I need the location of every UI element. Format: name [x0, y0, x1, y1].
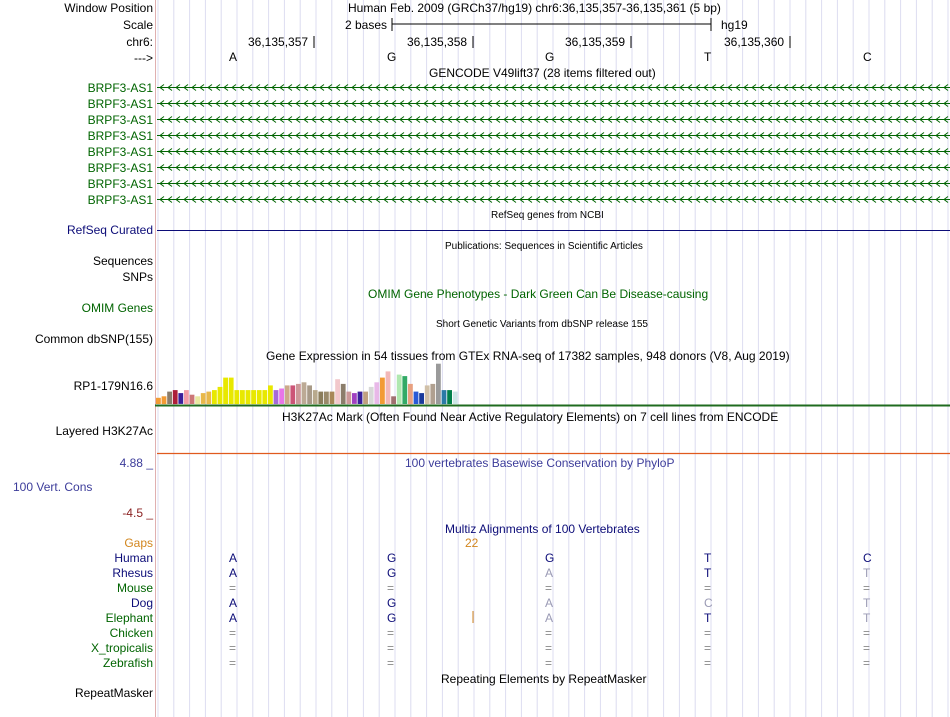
cons-min-label: -4.5 _	[122, 506, 153, 520]
alignment-base: G	[387, 566, 397, 580]
gencode-transcript	[157, 85, 950, 91]
alignment-base: =	[704, 581, 712, 595]
gtex-tissue-bar	[425, 385, 430, 404]
alignment-base: =	[863, 581, 871, 595]
gtex-tissue-bar	[246, 390, 251, 404]
gaps-label: Gaps	[124, 536, 153, 550]
repeat-title[interactable]: Repeating Elements by RepeatMasker	[441, 672, 647, 686]
gtex-tissue-bar	[156, 398, 161, 404]
alignment-base: =	[229, 641, 237, 655]
gtex-tissue-bar	[386, 371, 391, 404]
gencode-transcript	[157, 181, 950, 187]
cons-max-label: 4.88 _	[119, 456, 153, 470]
gencode-item-label[interactable]: BRPF3-AS1	[87, 177, 153, 191]
alignment-base: =	[545, 626, 553, 640]
species-label[interactable]: X_tropicalis	[90, 641, 153, 655]
omim-label[interactable]: OMIM Genes	[81, 301, 153, 315]
alignment-base: T	[863, 566, 871, 580]
strand-label: --->	[134, 51, 153, 65]
omim-title[interactable]: OMIM Gene Phenotypes - Dark Green Can Be Disease-causing	[368, 287, 709, 301]
alignment-base: A	[229, 566, 238, 580]
species-label[interactable]: Elephant	[105, 611, 153, 625]
gtex-tissue-bar	[447, 390, 452, 404]
position-tick-label: 36,135,360	[724, 35, 785, 49]
cons-label[interactable]: 100 Vert. Cons	[13, 480, 93, 494]
gtex-tissue-bar	[324, 392, 329, 404]
sequences-label[interactable]: Sequences	[92, 254, 153, 268]
window-position-value: Human Feb. 2009 (GRCh37/hg19) chr6:36,135,357-36,135,361 (5 bp)	[348, 1, 721, 15]
gtex-tissue-bar	[262, 390, 267, 404]
gtex-tissue-bar	[374, 382, 379, 404]
gtex-tissue-bar	[190, 395, 195, 404]
alignment-base: =	[545, 641, 553, 655]
gencode-item-label[interactable]: BRPF3-AS1	[87, 129, 153, 143]
alignment-base: =	[704, 626, 712, 640]
gencode-item-label[interactable]: BRPF3-AS1	[87, 161, 153, 175]
gtex-tissue-bar	[274, 390, 279, 404]
gtex-tissue-bar	[229, 378, 234, 404]
chrom-label: chr6:	[126, 35, 153, 49]
gtex-tissue-bar	[251, 390, 256, 404]
gtex-tissue-bar	[430, 384, 435, 404]
alignment-base: =	[545, 581, 553, 595]
h3k27ac-label[interactable]: Layered H3K27Ac	[55, 424, 153, 438]
gtex-tissue-bar	[302, 382, 307, 404]
gtex-tissue-bar	[184, 390, 189, 404]
gtex-tissue-bar	[201, 393, 206, 404]
alignment-base: =	[387, 656, 395, 670]
gtex-tissue-bar	[206, 392, 211, 404]
gtex-tissue-bar	[178, 393, 183, 404]
alignment-base: C	[863, 551, 872, 565]
gtex-tissue-bar	[414, 392, 419, 404]
gtex-tissue-bar	[358, 392, 363, 404]
gtex-tissue-bar	[268, 385, 273, 404]
gtex-tissue-bar	[442, 390, 447, 404]
gtex-tissue-bar	[341, 384, 346, 404]
species-label[interactable]: Zebrafish	[102, 656, 153, 670]
gencode-transcript	[157, 133, 950, 139]
gencode-item-label[interactable]: BRPF3-AS1	[87, 145, 153, 159]
gaps-value: 22	[465, 536, 479, 550]
reference-base: G	[545, 50, 555, 64]
alignment-base: G	[387, 611, 397, 625]
alignment-base: G	[545, 551, 555, 565]
gtex-tissue-bar	[257, 390, 262, 404]
refseq-title[interactable]: RefSeq genes from NCBI	[491, 210, 604, 221]
alignment-base: =	[387, 626, 395, 640]
gencode-transcript	[157, 101, 950, 107]
gtex-tissue-bar	[335, 379, 340, 404]
gtex-tissue-bar	[285, 385, 290, 404]
alignment-base: =	[387, 641, 395, 655]
alignment-base: T	[863, 596, 871, 610]
gtex-tissue-bar	[218, 387, 223, 404]
alignment-base: =	[387, 581, 395, 595]
alignment-base: =	[863, 641, 871, 655]
alignment-base: =	[863, 656, 871, 670]
window-position-label: Window Position	[64, 1, 153, 15]
position-tick-label: 36,135,358	[407, 35, 468, 49]
alignment-base: A	[229, 551, 238, 565]
gtex-tissue-bar	[167, 392, 172, 404]
gencode-item-label[interactable]: BRPF3-AS1	[87, 97, 153, 111]
alignment-base: =	[704, 641, 712, 655]
alignment-base: T	[704, 551, 712, 565]
gtex-label[interactable]: RP1-179N16.6	[73, 379, 153, 393]
publications-title[interactable]: Publications: Sequences in Scientific Articles	[445, 241, 643, 252]
repeatmasker-label[interactable]: RepeatMasker	[74, 686, 153, 700]
gtex-tissue-bar	[313, 390, 318, 404]
alignment-base: T	[704, 611, 712, 625]
gencode-transcript	[157, 165, 950, 171]
gtex-tissue-bar	[436, 364, 441, 404]
gtex-tissue-bar	[363, 392, 368, 404]
alignment-base: G	[387, 551, 397, 565]
gtex-tissue-bar	[346, 392, 351, 404]
dbsnp-label[interactable]: Common dbSNP(155)	[34, 332, 153, 346]
alignment-base: G	[387, 596, 397, 610]
alignment-base: =	[229, 626, 237, 640]
gtex-tissue-bar	[234, 390, 239, 404]
dbsnp-title[interactable]: Short Genetic Variants from dbSNP release 155	[436, 319, 648, 330]
alignment-base: A	[545, 566, 554, 580]
gtex-tissue-bar	[223, 378, 228, 404]
alignment-base: T	[863, 611, 871, 625]
gtex-tissue-bar	[408, 384, 413, 404]
scale-label: Scale	[122, 18, 153, 32]
gtex-tissue-bar	[195, 396, 200, 404]
refseq-label[interactable]: RefSeq Curated	[66, 223, 153, 237]
species-label[interactable]: Mouse	[116, 581, 153, 595]
position-tick-label: 36,135,359	[565, 35, 626, 49]
reference-base: T	[704, 50, 712, 64]
h3k27ac-title[interactable]: H3K27Ac Mark (Often Found Near Active Regulatory Elements) on 7 cell lines from ENCODE	[282, 410, 779, 424]
gencode-item-label[interactable]: BRPF3-AS1	[87, 81, 153, 95]
alignment-base: =	[229, 656, 237, 670]
gtex-tissue-bar	[240, 390, 245, 404]
gtex-tissue-bar	[212, 390, 217, 404]
gtex-tissue-bar	[290, 385, 295, 404]
gtex-tissue-bar	[318, 392, 323, 404]
species-label[interactable]: Chicken	[109, 626, 153, 640]
gtex-tissue-bar	[296, 384, 301, 404]
gtex-tissue-bar	[330, 392, 335, 404]
alignment-base: A	[545, 596, 554, 610]
gtex-tissue-bar	[162, 396, 167, 404]
gencode-title[interactable]: GENCODE V49lift37 (28 items filtered out)	[429, 66, 656, 80]
gtex-tissue-bar	[402, 376, 407, 404]
gencode-transcript	[157, 197, 950, 203]
gtex-tissue-bar	[307, 385, 312, 404]
reference-base: C	[863, 50, 872, 64]
scale-assembly: hg19	[721, 18, 748, 32]
alignment-base: =	[229, 581, 237, 595]
species-label[interactable]: Dog	[130, 596, 153, 610]
multiz-title[interactable]: Multiz Alignments of 100 Vertebrates	[445, 522, 640, 536]
snps-label[interactable]: SNPs	[122, 270, 153, 284]
gtex-tissue-bar	[352, 393, 357, 404]
gtex-tissue-bar	[380, 378, 385, 404]
gtex-tissue-bar	[419, 393, 424, 404]
gencode-item-label[interactable]: BRPF3-AS1	[87, 193, 153, 207]
alignment-base: A	[229, 596, 238, 610]
gtex-tissue-bar	[397, 375, 402, 404]
gtex-tissue-bar	[279, 389, 284, 405]
gtex-tissue-bar	[369, 387, 374, 404]
reference-base: G	[387, 50, 397, 64]
gtex-tissue-bar	[173, 390, 178, 404]
alignment-base: =	[863, 626, 871, 640]
gencode-transcript	[157, 117, 950, 123]
alignment-base: =	[704, 656, 712, 670]
gtex-tissue-bar	[453, 392, 458, 404]
gencode-transcript	[157, 149, 950, 155]
reference-base: A	[229, 50, 238, 64]
gtex-title[interactable]: Gene Expression in 54 tissues from GTEx RNA-seq of 17382 samples, 948 donors (V8, Aug 2019)	[266, 349, 790, 363]
scale-value: 2 bases	[345, 18, 388, 32]
species-label[interactable]: Rhesus	[112, 566, 153, 580]
alignment-base: A	[229, 611, 238, 625]
species-label[interactable]: Human	[114, 551, 153, 565]
position-tick-label: 36,135,357	[248, 35, 309, 49]
alignment-base: A	[545, 611, 554, 625]
alignment-base: T	[704, 566, 712, 580]
cons-title[interactable]: 100 vertebrates Basewise Conservation by PhyloP	[405, 456, 675, 470]
gencode-item-label[interactable]: BRPF3-AS1	[87, 113, 153, 127]
alignment-base: =	[545, 656, 553, 670]
gtex-tissue-bar	[391, 396, 396, 404]
alignment-base: C	[704, 596, 713, 610]
